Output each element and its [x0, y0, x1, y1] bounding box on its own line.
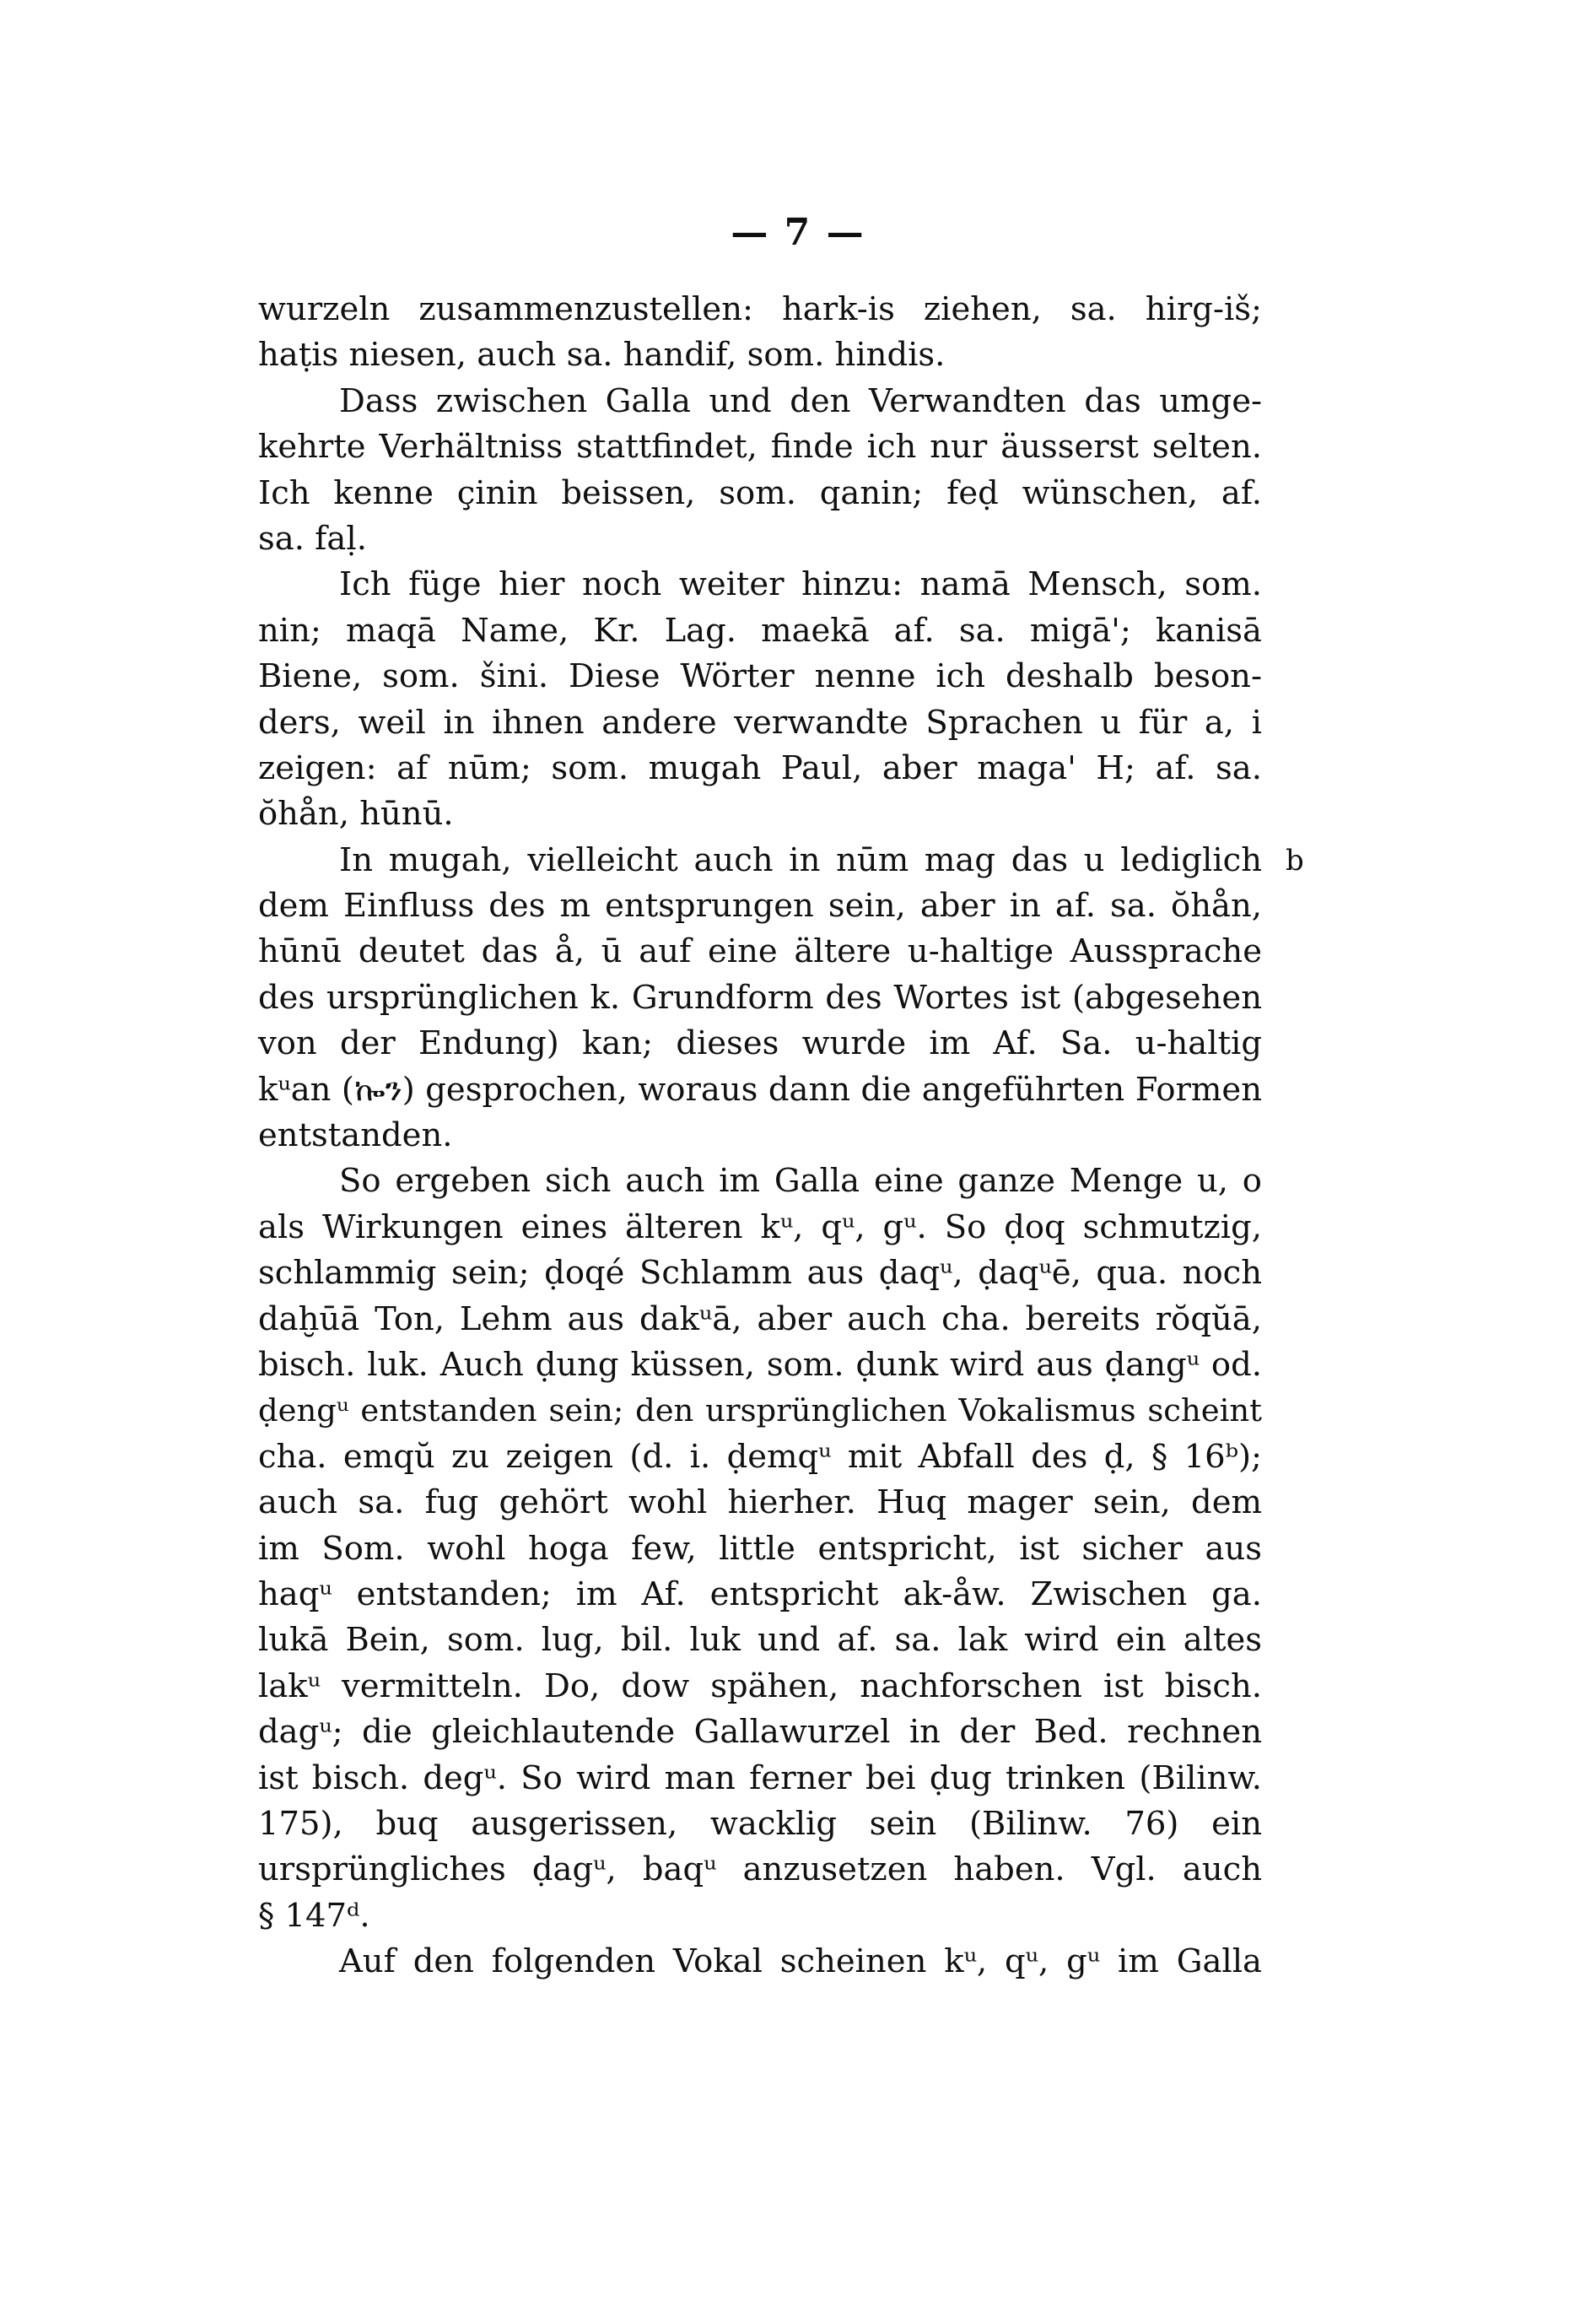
text-line: des ursprünglichen k. Grundform des Wortes ist (abgesehen [258, 978, 1262, 1017]
text-line: Biene, som. šini. Diese Wörter nenne ich deshalb beson- [258, 657, 1262, 696]
text-line: entstanden. [258, 1116, 453, 1155]
text-line: cha. emqŭ zu zeigen (d. i. ḍemqᵘ mit Abfall des ḍ, § 16ᵇ); [258, 1437, 1262, 1476]
text-line: zeigen: af nūm; som. mugah Paul, aber maga' H; af. sa. [258, 748, 1262, 787]
text-line: Ich kenne çinin beissen, som. qanin; feḍ wünschen, af. [258, 473, 1262, 512]
text-line: sa. faḷ. [258, 519, 367, 558]
body-text [258, 287, 1262, 1985]
text-line: Dass zwischen Galla und den Verwandten das umge- [339, 381, 1262, 420]
text-line: dagᵘ; die gleichlautende Gallawurzel in der Bed. rechnen [258, 1713, 1262, 1752]
text-line: schlammig sein; ḍoqé Schlamm aus ḍaqᵘ, ḍaqᵘē, qua. noch [258, 1254, 1262, 1293]
text-line: ist bisch. degᵘ. So wird man ferner bei ḍug trinken (Bilinw. [258, 1758, 1262, 1797]
text-line: kehrte Verhältniss stattfindet, finde ich nur äusserst selten. [258, 428, 1262, 467]
text-line: ursprüngliches ḍagᵘ, baqᵘ anzusetzen haben. Vgl. auch [258, 1850, 1262, 1889]
text-line: § 147ᵈ. [258, 1896, 370, 1935]
text-line: auch sa. fug gehört wohl hierher. Huq mager sein, dem [258, 1483, 1262, 1522]
text-line: Ich füge hier noch weiter hinzu: namā Mensch, som. [339, 565, 1262, 604]
text-line: haqᵘ entstanden; im Af. entspricht ak-åw. Zwischen ga. [258, 1575, 1262, 1613]
text-line: daḫūā Ton, Lehm aus dakᵘā, aber auch cha. bereits rŏqŭā, [258, 1299, 1262, 1338]
text-line: dem Einfluss des m entsprungen sein, aber in af. sa. ŏhån, [258, 887, 1262, 926]
text-line: kᵘan (ኰን) gesprochen, woraus dann die angeführten Formen [258, 1070, 1262, 1109]
text-line: von der Endung) kan; dieses wurde im Af. Sa. u-haltig [258, 1024, 1262, 1063]
text-line: bisch. luk. Auch ḍung küssen, som. ḍunk wird aus ḍangᵘ od. [258, 1345, 1262, 1384]
text-line: So ergeben sich auch im Galla eine ganze Menge u, o [339, 1162, 1262, 1201]
text-line: In mugah, vielleicht auch in nūm mag das u lediglich [339, 840, 1262, 879]
text-line: lukā Bein, som. lug, bil. luk und af. sa. lak wird ein altes [258, 1621, 1262, 1660]
text-line: hūnū deutet das å, ū auf eine ältere u-haltige Aussprache [258, 932, 1262, 971]
text-line: lakᵘ vermitteln. Do, dow spähen, nachforschen ist bisch. [258, 1666, 1262, 1705]
page-number: — 7 — [731, 211, 865, 254]
text-line: 175), buq ausgerissen, wacklig sein (Bilinw. 76) ein [258, 1804, 1262, 1843]
text-line: Auf den folgenden Vokal scheinen kᵘ, qᵘ, gᵘ im Galla [339, 1942, 1262, 1981]
text-line: ŏhån, hūnū. [258, 795, 454, 834]
text-line: als Wirkungen eines älteren kᵘ, qᵘ, gᵘ. So ḍoq schmutzig, [258, 1207, 1262, 1246]
text-line: ders, weil in ihnen andere verwandte Sprachen u für a, i [258, 703, 1262, 742]
text-line: im Som. wohl hoga few, little entspricht, ist sicher aus [258, 1529, 1262, 1568]
text-line: ḍengᵘ entstanden sein; den ursprünglichen Vokalismus scheint [258, 1392, 1262, 1429]
text-line: wurzeln zusammenzustellen: hark-is ziehen, sa. hirg-iš; [258, 290, 1262, 328]
text-line: haṭis niesen, auch sa. handif, som. hindis. [258, 336, 946, 375]
margin-mark: b [1286, 844, 1304, 878]
text-line: nin; maqā Name, Kr. Lag. maekā af. sa. migā'; kanisā [258, 611, 1262, 650]
